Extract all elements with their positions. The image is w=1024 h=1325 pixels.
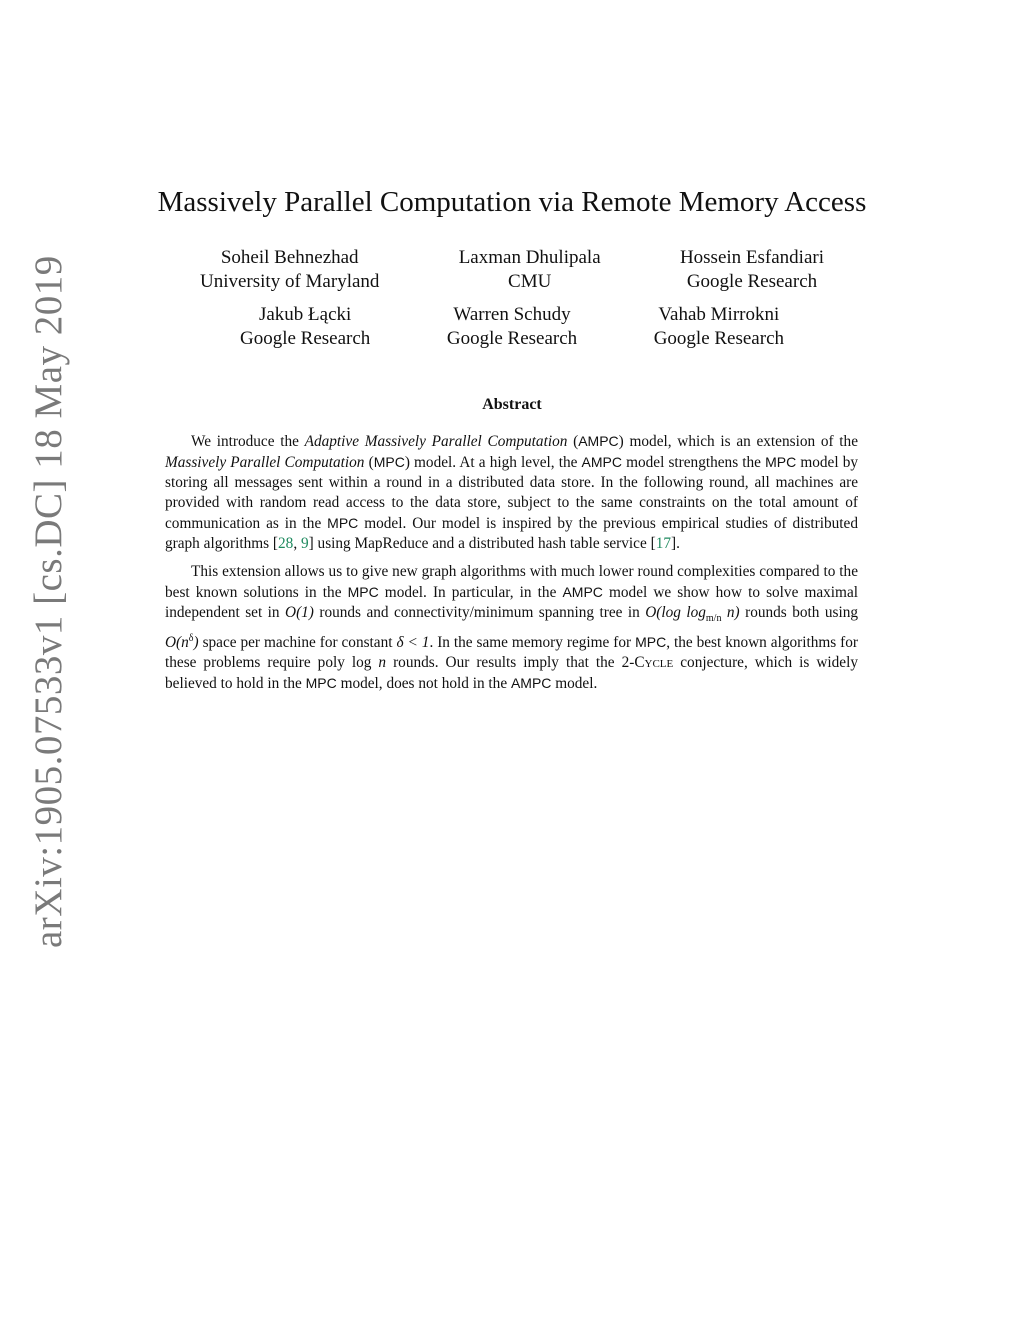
text: We introduce the	[191, 433, 305, 450]
authors-row-2	[150, 303, 874, 351]
text: (	[567, 433, 579, 450]
text: model strengthens the	[621, 454, 766, 471]
model-name: MPC	[373, 454, 405, 470]
abstract-heading: Abstract	[482, 396, 542, 413]
text: This extension allows us to give new graph algorithms with much lower round complexities compared to the best known solutions in the	[165, 563, 858, 601]
text: ] using MapReduce and a distributed hash table service [	[308, 535, 656, 552]
model-name: MPC	[327, 515, 359, 531]
text: space per machine for constant	[198, 634, 397, 652]
model-name: AMPC	[510, 675, 552, 692]
math: n)	[721, 604, 740, 621]
citation-link[interactable]: 9	[300, 535, 309, 552]
author-block	[200, 246, 379, 294]
author-name: Laxman Dhulipala	[458, 247, 601, 268]
text: rounds and connectivity/minimum spanning tree in	[313, 604, 646, 621]
author-block	[240, 303, 370, 351]
author-block	[680, 246, 824, 294]
model-name: AMPC	[562, 584, 603, 600]
text: model by storing all messages sent within a round in a distributed data store. In the following round, all machines are provided with random read access to the data store, subject to the same constraints on the total amount of communication as in the	[165, 454, 859, 532]
abstract-paragraph-1	[165, 431, 858, 554]
abstract-body	[165, 431, 858, 694]
text: ].	[670, 535, 680, 552]
text: (	[364, 454, 374, 471]
text: model. Our model is inspired by the previous empirical studies of distributed graph algorithms [	[165, 515, 858, 552]
author-block	[447, 303, 577, 351]
text: ) model. At a high level, the	[404, 454, 582, 471]
math: δ < 1	[396, 634, 430, 652]
model-name: MPC	[765, 454, 797, 470]
text: rounds both using	[739, 604, 858, 621]
author-affiliation: Google Research	[240, 328, 371, 349]
author-name: Hossein Esfandiari	[679, 247, 824, 268]
author-block	[459, 246, 601, 294]
author-affiliation: CMU	[508, 271, 552, 292]
text: model. In particular, in the	[378, 584, 563, 601]
text: model.	[551, 675, 598, 693]
text: conjecture, which is widely believed to hold in the	[165, 654, 858, 693]
text-italic: Adaptive Massively Parallel Computation	[304, 433, 568, 450]
math: )	[193, 634, 199, 652]
author-name: Vahab Mirrokni	[658, 304, 780, 325]
text: model, does not hold in the	[336, 675, 511, 693]
model-name: MPC	[347, 584, 379, 600]
abstract-paragraph-2	[165, 562, 858, 694]
text: ,	[293, 535, 301, 552]
arxiv-identifier: arXiv:1905.07533v1 [cs.DC] 18 May 2019	[27, 255, 70, 948]
math: n	[378, 654, 387, 672]
text: model we show how to solve maximal independent set in	[165, 584, 858, 621]
author-name: Warren Schudy	[453, 304, 571, 325]
author-affiliation: University of Maryland	[200, 271, 380, 292]
text-italic: Massively Parallel Computation	[165, 454, 365, 471]
author-affiliation: Google Research	[653, 328, 784, 349]
math-superscript: δ	[188, 633, 194, 645]
author-name: Soheil Behnezhad	[220, 247, 359, 268]
text-smallcaps: Cycle	[634, 654, 674, 672]
author-affiliation: Google Research	[446, 328, 578, 349]
text: rounds. Our results imply that the 2-	[386, 654, 635, 672]
math: O(log log	[645, 604, 706, 621]
author-name: Jakub Łącki	[258, 304, 352, 325]
text: . In the same memory regime for	[429, 634, 636, 652]
math: O(n	[165, 634, 189, 652]
model-name: MPC	[635, 634, 667, 651]
author-affiliation: Google Research	[686, 271, 818, 292]
authors-row-1	[150, 246, 874, 294]
text: ) model, which is an extension of the	[618, 433, 858, 450]
math: O(1)	[285, 604, 314, 621]
model-name: AMPC	[578, 433, 619, 449]
math-subscript: m/n	[705, 613, 722, 625]
author-block	[654, 303, 784, 351]
text: , the best known algorithms for these problems require poly log	[165, 634, 858, 672]
paper-title: Massively Parallel Computation via Remote Memory Access	[157, 186, 867, 218]
model-name: MPC	[305, 675, 337, 692]
citation-link[interactable]: 28	[278, 535, 294, 552]
citation-link[interactable]: 17	[655, 535, 671, 552]
model-name: AMPC	[581, 454, 622, 470]
